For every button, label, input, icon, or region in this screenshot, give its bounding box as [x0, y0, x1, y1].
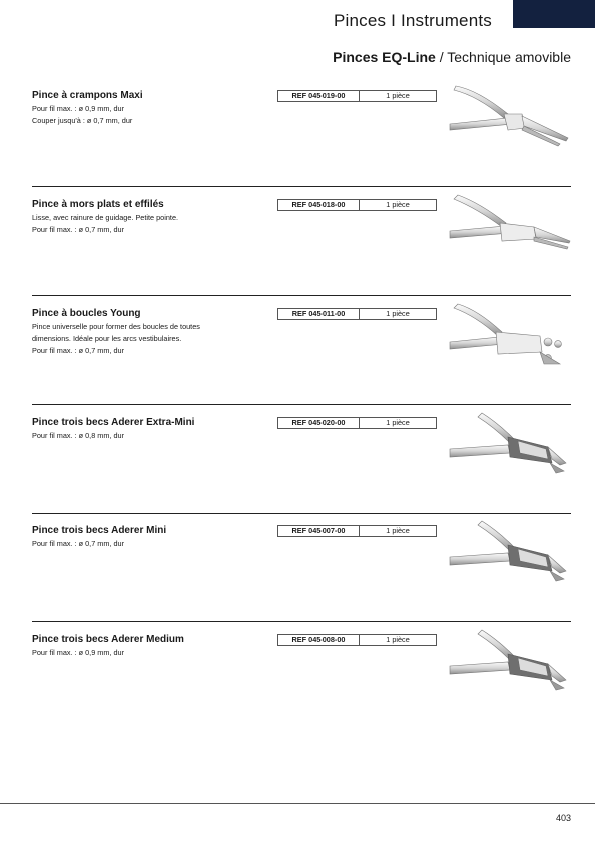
product-reference: REF 045-008-00	[278, 635, 360, 645]
product-description-line: dimensions. Idéale pour les arcs vestibulaires.	[32, 334, 182, 343]
product-reference-box	[277, 525, 437, 537]
product-name: Pince trois becs Aderer Extra-Mini	[32, 417, 195, 428]
product-reference: REF 045-020-00	[278, 418, 360, 428]
pliers-three-prong-icon	[448, 628, 573, 694]
product-description-line: Lisse, avec rainure de guidage. Petite pointe.	[32, 213, 179, 222]
pliers-three-prong-icon	[448, 519, 573, 585]
product-description	[32, 103, 252, 127]
product-reference: REF 045-018-00	[278, 200, 360, 210]
product-divider	[32, 621, 571, 622]
product-quantity: 1 pièce	[386, 309, 410, 318]
product-description	[32, 538, 252, 550]
product-item	[32, 634, 571, 743]
product-reference: REF 045-007-00	[278, 526, 360, 536]
page-header-title: Pinces I Instruments	[333, 11, 492, 30]
product-item	[32, 90, 571, 199]
pliers-flat-nose-icon	[448, 193, 573, 259]
section-title	[0, 49, 571, 65]
product-reference-box	[277, 90, 437, 102]
product-name: Pince à mors plats et effilés	[32, 199, 164, 210]
product-divider	[32, 513, 571, 514]
product-description-line: Pince universelle pour former des boucles de toutes	[32, 322, 200, 331]
product-description-line: Pour fil max. : ø 0,9 mm, dur	[32, 648, 125, 657]
product-name: Pince à crampons Maxi	[32, 90, 143, 101]
product-reference: REF 045-019-00	[278, 91, 360, 101]
product-description	[32, 430, 252, 442]
product-reference-box	[277, 634, 437, 646]
product-description	[32, 212, 252, 236]
product-item	[32, 308, 571, 417]
product-description	[32, 647, 252, 659]
footer-rule	[0, 803, 595, 804]
product-reference-box	[277, 417, 437, 429]
product-quantity: 1 pièce	[386, 526, 410, 535]
product-reference-box	[277, 308, 437, 320]
product-quantity: 1 pièce	[386, 635, 410, 644]
product-quantity: 1 pièce	[386, 91, 410, 100]
product-name: Pince à boucles Young	[32, 308, 141, 319]
product-quantity: 1 pièce	[386, 418, 410, 427]
product-name: Pince trois becs Aderer Mini	[32, 525, 167, 536]
product-item	[32, 525, 571, 634]
product-description-line: Pour fil max. : ø 0,7 mm, dur	[32, 225, 125, 234]
product-reference: REF 045-011-00	[278, 309, 360, 319]
product-description	[32, 321, 252, 357]
product-quantity: 1 pièce	[386, 200, 410, 209]
product-description-line: Pour fil max. : ø 0,9 mm, dur	[32, 104, 125, 113]
page-number: 403	[555, 813, 571, 823]
header-color-tab	[513, 0, 595, 28]
pliers-three-prong-icon	[448, 411, 573, 477]
product-description-line: Pour fil max. : ø 0,7 mm, dur	[32, 539, 125, 548]
pliers-cutter-icon	[448, 84, 573, 150]
section-title-rest: / Technique amovible	[435, 49, 571, 65]
product-divider	[32, 186, 571, 187]
product-item	[32, 417, 571, 526]
product-divider	[32, 404, 571, 405]
product-description-line: Couper jusqu'à : ø 0,7 mm, dur	[32, 116, 133, 125]
product-description-line: Pour fil max. : ø 0,7 mm, dur	[32, 346, 125, 355]
product-divider	[32, 295, 571, 296]
product-name: Pince trois becs Aderer Medium	[32, 634, 184, 645]
product-description-line: Pour fil max. : ø 0,8 mm, dur	[32, 431, 125, 440]
pliers-loop-icon	[448, 302, 573, 368]
product-item	[32, 199, 571, 308]
section-title-bold: Pinces EQ-Line	[333, 49, 436, 65]
product-reference-box	[277, 199, 437, 211]
